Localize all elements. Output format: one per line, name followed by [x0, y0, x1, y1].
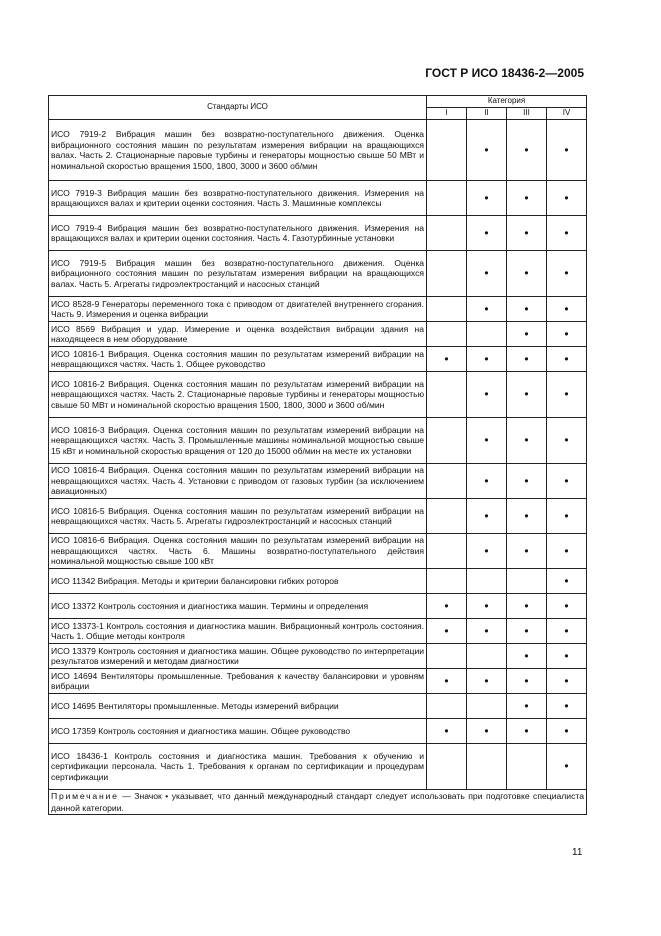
- category-mark-cell: [507, 418, 547, 464]
- bullet-marker-icon: •: [564, 648, 569, 663]
- bullet-marker-icon: •: [484, 433, 489, 448]
- category-mark-cell: [507, 347, 547, 372]
- standard-name: ИСО 7919-2 Вибрация машин без возвратно-поступательного движения. Оценка вибрационного состояния машин по результатам измерения вибрации на вращающихся валах. Часть 2. Стационарные паровые турбины и генераторы мощностью свыше 50 МВт и номинальной скоростью вращения 1500, 1800, 3000 и 3600 об/мин: [49, 120, 427, 181]
- category-mark-cell: [547, 464, 587, 499]
- table-note: [49, 790, 587, 815]
- standard-name: ИСО 13379 Контроль состояния и диагностика машин. Общее руководство по интерпретации результатов измерений и методам диагностики: [49, 644, 427, 669]
- bullet-marker-icon: •: [524, 723, 529, 738]
- category-mark-cell: [427, 216, 467, 251]
- category-mark-cell: [467, 372, 507, 418]
- category-mark-cell: [547, 669, 587, 694]
- category-mark-cell: [467, 499, 507, 534]
- table-row: [49, 669, 587, 694]
- bullet-marker-icon: •: [564, 351, 569, 366]
- category-mark-cell: [507, 322, 547, 347]
- bullet-marker-icon: •: [524, 326, 529, 341]
- standard-name: ИСО 10816-6 Вибрация. Оценка состояния машин по результатам измерений вибрации на невращающихся частях. Часть 6. Машины возвратно-поступательного действия номинальной мощностью свыше 100 кВт: [49, 534, 427, 569]
- bullet-marker-icon: •: [484, 723, 489, 738]
- table-row: [49, 372, 587, 418]
- category-mark-cell: [507, 464, 547, 499]
- bullet-marker-icon: •: [484, 301, 489, 316]
- standard-name: ИСО 8569 Вибрация и удар. Измерение и оценка воздействия вибрации здания на находящееся в нем оборудование: [49, 322, 427, 347]
- bullet-marker-icon: •: [484, 387, 489, 402]
- category-mark-cell: [427, 534, 467, 569]
- table-row: [49, 534, 587, 569]
- category-mark-cell: [547, 719, 587, 744]
- bullet-marker-icon: •: [524, 190, 529, 205]
- table-row: [49, 594, 587, 619]
- bullet-marker-icon: •: [524, 673, 529, 688]
- table-row: [49, 297, 587, 322]
- category-mark-cell: [467, 594, 507, 619]
- note-label: Примечание: [51, 791, 119, 801]
- table-body: [49, 120, 587, 790]
- category-label-4: IV: [547, 108, 587, 120]
- bullet-marker-icon: •: [524, 623, 529, 638]
- category-mark-cell: [547, 216, 587, 251]
- bullet-marker-icon: •: [564, 326, 569, 341]
- category-mark-cell: [547, 322, 587, 347]
- bullet-marker-icon: •: [444, 673, 449, 688]
- bullet-marker-icon: •: [564, 142, 569, 157]
- category-mark-cell: [467, 251, 507, 297]
- bullet-marker-icon: •: [444, 623, 449, 638]
- bullet-marker-icon: •: [484, 266, 489, 281]
- category-mark-cell: [427, 418, 467, 464]
- category-mark-cell: [467, 322, 507, 347]
- iso-standards-table: [48, 95, 587, 815]
- bullet-marker-icon: •: [484, 543, 489, 558]
- category-mark-cell: [507, 669, 547, 694]
- category-mark-cell: [467, 216, 507, 251]
- standard-name: ИСО 18436-1 Контроль состояния и диагностика машин. Требования к обучению и сертификации персонала. Часть 1. Требования к органам по сертификации и процедурам сертификации: [49, 744, 427, 790]
- bullet-marker-icon: •: [484, 225, 489, 240]
- category-mark-cell: [507, 297, 547, 322]
- table-row: [49, 251, 587, 297]
- bullet-marker-icon: •: [564, 301, 569, 316]
- category-mark-cell: [547, 297, 587, 322]
- category-mark-cell: [427, 322, 467, 347]
- category-label-2: II: [467, 108, 507, 120]
- category-mark-cell: [467, 669, 507, 694]
- bullet-marker-icon: •: [524, 142, 529, 157]
- category-mark-cell: [547, 644, 587, 669]
- table-row: [49, 744, 587, 790]
- category-mark-cell: [507, 619, 547, 644]
- category-mark-cell: [507, 534, 547, 569]
- category-mark-cell: [467, 619, 507, 644]
- bullet-marker-icon: •: [524, 301, 529, 316]
- bullet-marker-icon: •: [524, 433, 529, 448]
- bullet-marker-icon: •: [484, 623, 489, 638]
- category-mark-cell: [507, 594, 547, 619]
- bullet-marker-icon: •: [444, 723, 449, 738]
- category-mark-cell: [427, 181, 467, 216]
- category-mark-cell: [467, 744, 507, 790]
- standard-name: ИСО 14695 Вентиляторы промышленные. Методы измерений вибрации: [49, 694, 427, 719]
- bullet-marker-icon: •: [484, 142, 489, 157]
- bullet-marker-icon: •: [564, 573, 569, 588]
- table-row: [49, 120, 587, 181]
- bullet-marker-icon: •: [524, 543, 529, 558]
- category-label-3: III: [507, 108, 547, 120]
- table-row: [49, 322, 587, 347]
- bullet-marker-icon: •: [524, 473, 529, 488]
- category-mark-cell: [547, 569, 587, 594]
- bullet-marker-icon: •: [564, 543, 569, 558]
- bullet-marker-icon: •: [524, 266, 529, 281]
- category-label-1: I: [427, 108, 467, 120]
- category-mark-cell: [507, 120, 547, 181]
- category-mark-cell: [507, 719, 547, 744]
- bullet-marker-icon: •: [524, 225, 529, 240]
- category-mark-cell: [427, 251, 467, 297]
- standard-name: ИСО 10816-2 Вибрация. Оценка состояния машин по результатам измерений вибрации на невращающихся частях. Часть 2. Стационарные паровые турбины и генераторы мощностью свыше 50 МВт и номинальной скоростью вращения 1500, 1800, 3000 и 3600 об/мин: [49, 372, 427, 418]
- standard-name: ИСО 17359 Контроль состояния и диагностика машин. Общее руководство: [49, 719, 427, 744]
- bullet-marker-icon: •: [524, 698, 529, 713]
- bullet-marker-icon: •: [444, 351, 449, 366]
- category-mark-cell: [547, 534, 587, 569]
- standard-name: ИСО 10816-5 Вибрация. Оценка состояния машин по результатам измерений вибрации на невращающихся частях. Часть 5. Агрегаты гидроэлектростанций и насосных станций: [49, 499, 427, 534]
- bullet-marker-icon: •: [564, 673, 569, 688]
- category-mark-cell: [547, 594, 587, 619]
- category-mark-cell: [427, 464, 467, 499]
- category-mark-cell: [467, 694, 507, 719]
- bullet-marker-icon: •: [564, 266, 569, 281]
- standard-name: ИСО 14694 Вентиляторы промышленные. Требования к качеству балансировки и уровням вибрации: [49, 669, 427, 694]
- bullet-marker-icon: •: [564, 225, 569, 240]
- column-header-standards: Стандарты ИСО: [49, 96, 427, 120]
- category-mark-cell: [427, 594, 467, 619]
- table-row: [49, 499, 587, 534]
- category-mark-cell: [427, 499, 467, 534]
- bullet-marker-icon: •: [564, 698, 569, 713]
- category-mark-cell: [467, 297, 507, 322]
- category-mark-cell: [427, 372, 467, 418]
- bullet-marker-icon: •: [484, 190, 489, 205]
- category-mark-cell: [427, 719, 467, 744]
- standard-name: ИСО 11342 Вибрация. Методы и критерии балансировки гибких роторов: [49, 569, 427, 594]
- bullet-marker-icon: •: [564, 723, 569, 738]
- category-mark-cell: [507, 372, 547, 418]
- document-code: ГОСТ Р ИСО 18436-2—2005: [425, 66, 584, 80]
- standard-name: ИСО 13373-1 Контроль состояния и диагностика машин. Вибрационный контроль состояния. Часть 1. Общие методы контроля: [49, 619, 427, 644]
- bullet-marker-icon: •: [484, 598, 489, 613]
- category-mark-cell: [547, 418, 587, 464]
- bullet-marker-icon: •: [524, 351, 529, 366]
- standard-name: ИСО 13372 Контроль состояния и диагностика машин. Термины и определения: [49, 594, 427, 619]
- bullet-marker-icon: •: [564, 598, 569, 613]
- standard-name: ИСО 7919-3 Вибрация машин без возвратно-поступательного движения. Измерения на вращающихся валах и критерии оценки состояния. Часть 3. Машинные комплексы: [49, 181, 427, 216]
- category-mark-cell: [547, 619, 587, 644]
- category-mark-cell: [427, 120, 467, 181]
- category-mark-cell: [547, 499, 587, 534]
- category-mark-cell: [507, 694, 547, 719]
- table-row: [49, 569, 587, 594]
- standard-name: ИСО 10816-1 Вибрация. Оценка состояния машин по результатам измерений вибрации на невращающихся частях. Часть 1. Общее руководство: [49, 347, 427, 372]
- category-mark-cell: [547, 347, 587, 372]
- bullet-marker-icon: •: [564, 433, 569, 448]
- bullet-marker-icon: •: [564, 190, 569, 205]
- category-mark-cell: [467, 569, 507, 594]
- bullet-marker-icon: •: [524, 598, 529, 613]
- category-mark-cell: [467, 347, 507, 372]
- bullet-marker-icon: •: [564, 759, 569, 774]
- table-row: [49, 644, 587, 669]
- note-text: — Значок • указывает, что данный международный стандарт следует использовать при подготовке специалиста данной категории.: [51, 791, 585, 813]
- category-mark-cell: [467, 181, 507, 216]
- bullet-marker-icon: •: [524, 387, 529, 402]
- standard-name: ИСО 7919-5 Вибрация машин без возвратно-поступательного движения. Оценка вибрационного состояния машин по результатам измерения вибрации на вращающихся валах. Часть 5. Агрегаты гидроэлектростанций и насосных станций: [49, 251, 427, 297]
- category-mark-cell: [427, 619, 467, 644]
- bullet-marker-icon: •: [484, 673, 489, 688]
- standard-name: ИСО 10816-3 Вибрация. Оценка состояния машин по результатам измерений вибрации на невращающихся частях. Часть 3. Промышленные машины номинальной мощностью свыше 15 кВт и номинальной скоростью вращения от 120 до 15000 об/мин на месте их установки: [49, 418, 427, 464]
- table-row: [49, 216, 587, 251]
- column-header-category: Категория: [427, 96, 587, 108]
- category-mark-cell: [547, 251, 587, 297]
- category-mark-cell: [427, 694, 467, 719]
- category-mark-cell: [547, 181, 587, 216]
- category-mark-cell: [547, 372, 587, 418]
- category-mark-cell: [427, 347, 467, 372]
- bullet-marker-icon: •: [564, 623, 569, 638]
- category-mark-cell: [507, 499, 547, 534]
- table-row: [49, 464, 587, 499]
- category-mark-cell: [547, 744, 587, 790]
- category-mark-cell: [547, 694, 587, 719]
- category-mark-cell: [427, 669, 467, 694]
- category-mark-cell: [507, 251, 547, 297]
- category-mark-cell: [507, 644, 547, 669]
- category-mark-cell: [427, 744, 467, 790]
- category-mark-cell: [427, 297, 467, 322]
- category-mark-cell: [427, 644, 467, 669]
- table-row: [49, 619, 587, 644]
- category-mark-cell: [467, 534, 507, 569]
- standard-name: ИСО 7919-4 Вибрация машин без возвратно-поступательного движения. Измерения на вращающихся валах и критерии оценки состояния. Часть 4. Газотурбинные установки: [49, 216, 427, 251]
- bullet-marker-icon: •: [484, 351, 489, 366]
- category-mark-cell: [467, 418, 507, 464]
- category-mark-cell: [467, 644, 507, 669]
- category-mark-cell: [467, 464, 507, 499]
- bullet-marker-icon: •: [484, 508, 489, 523]
- table-row: [49, 181, 587, 216]
- category-mark-cell: [507, 744, 547, 790]
- category-mark-cell: [507, 569, 547, 594]
- table-row: [49, 694, 587, 719]
- page-number: 11: [572, 847, 583, 858]
- bullet-marker-icon: •: [564, 473, 569, 488]
- table-row: [49, 347, 587, 372]
- bullet-marker-icon: •: [564, 387, 569, 402]
- table-row: [49, 418, 587, 464]
- table-row: [49, 719, 587, 744]
- bullet-marker-icon: •: [564, 508, 569, 523]
- bullet-marker-icon: •: [484, 473, 489, 488]
- category-mark-cell: [467, 120, 507, 181]
- standard-name: ИСО 8528-9 Генераторы переменного тока с приводом от двигателей внутреннего сгорания. Часть 9. Измерения и оценка вибрации: [49, 297, 427, 322]
- category-mark-cell: [467, 719, 507, 744]
- bullet-marker-icon: •: [444, 598, 449, 613]
- bullet-marker-icon: •: [524, 648, 529, 663]
- category-mark-cell: [507, 216, 547, 251]
- standard-name: ИСО 10816-4 Вибрация. Оценка состояния машин по результатам измерений вибрации на невращающихся частях. Часть 4. Установки с приводом от газовых турбин (за исключением авиационных): [49, 464, 427, 499]
- category-mark-cell: [427, 569, 467, 594]
- category-mark-cell: [507, 181, 547, 216]
- bullet-marker-icon: •: [524, 508, 529, 523]
- category-mark-cell: [547, 120, 587, 181]
